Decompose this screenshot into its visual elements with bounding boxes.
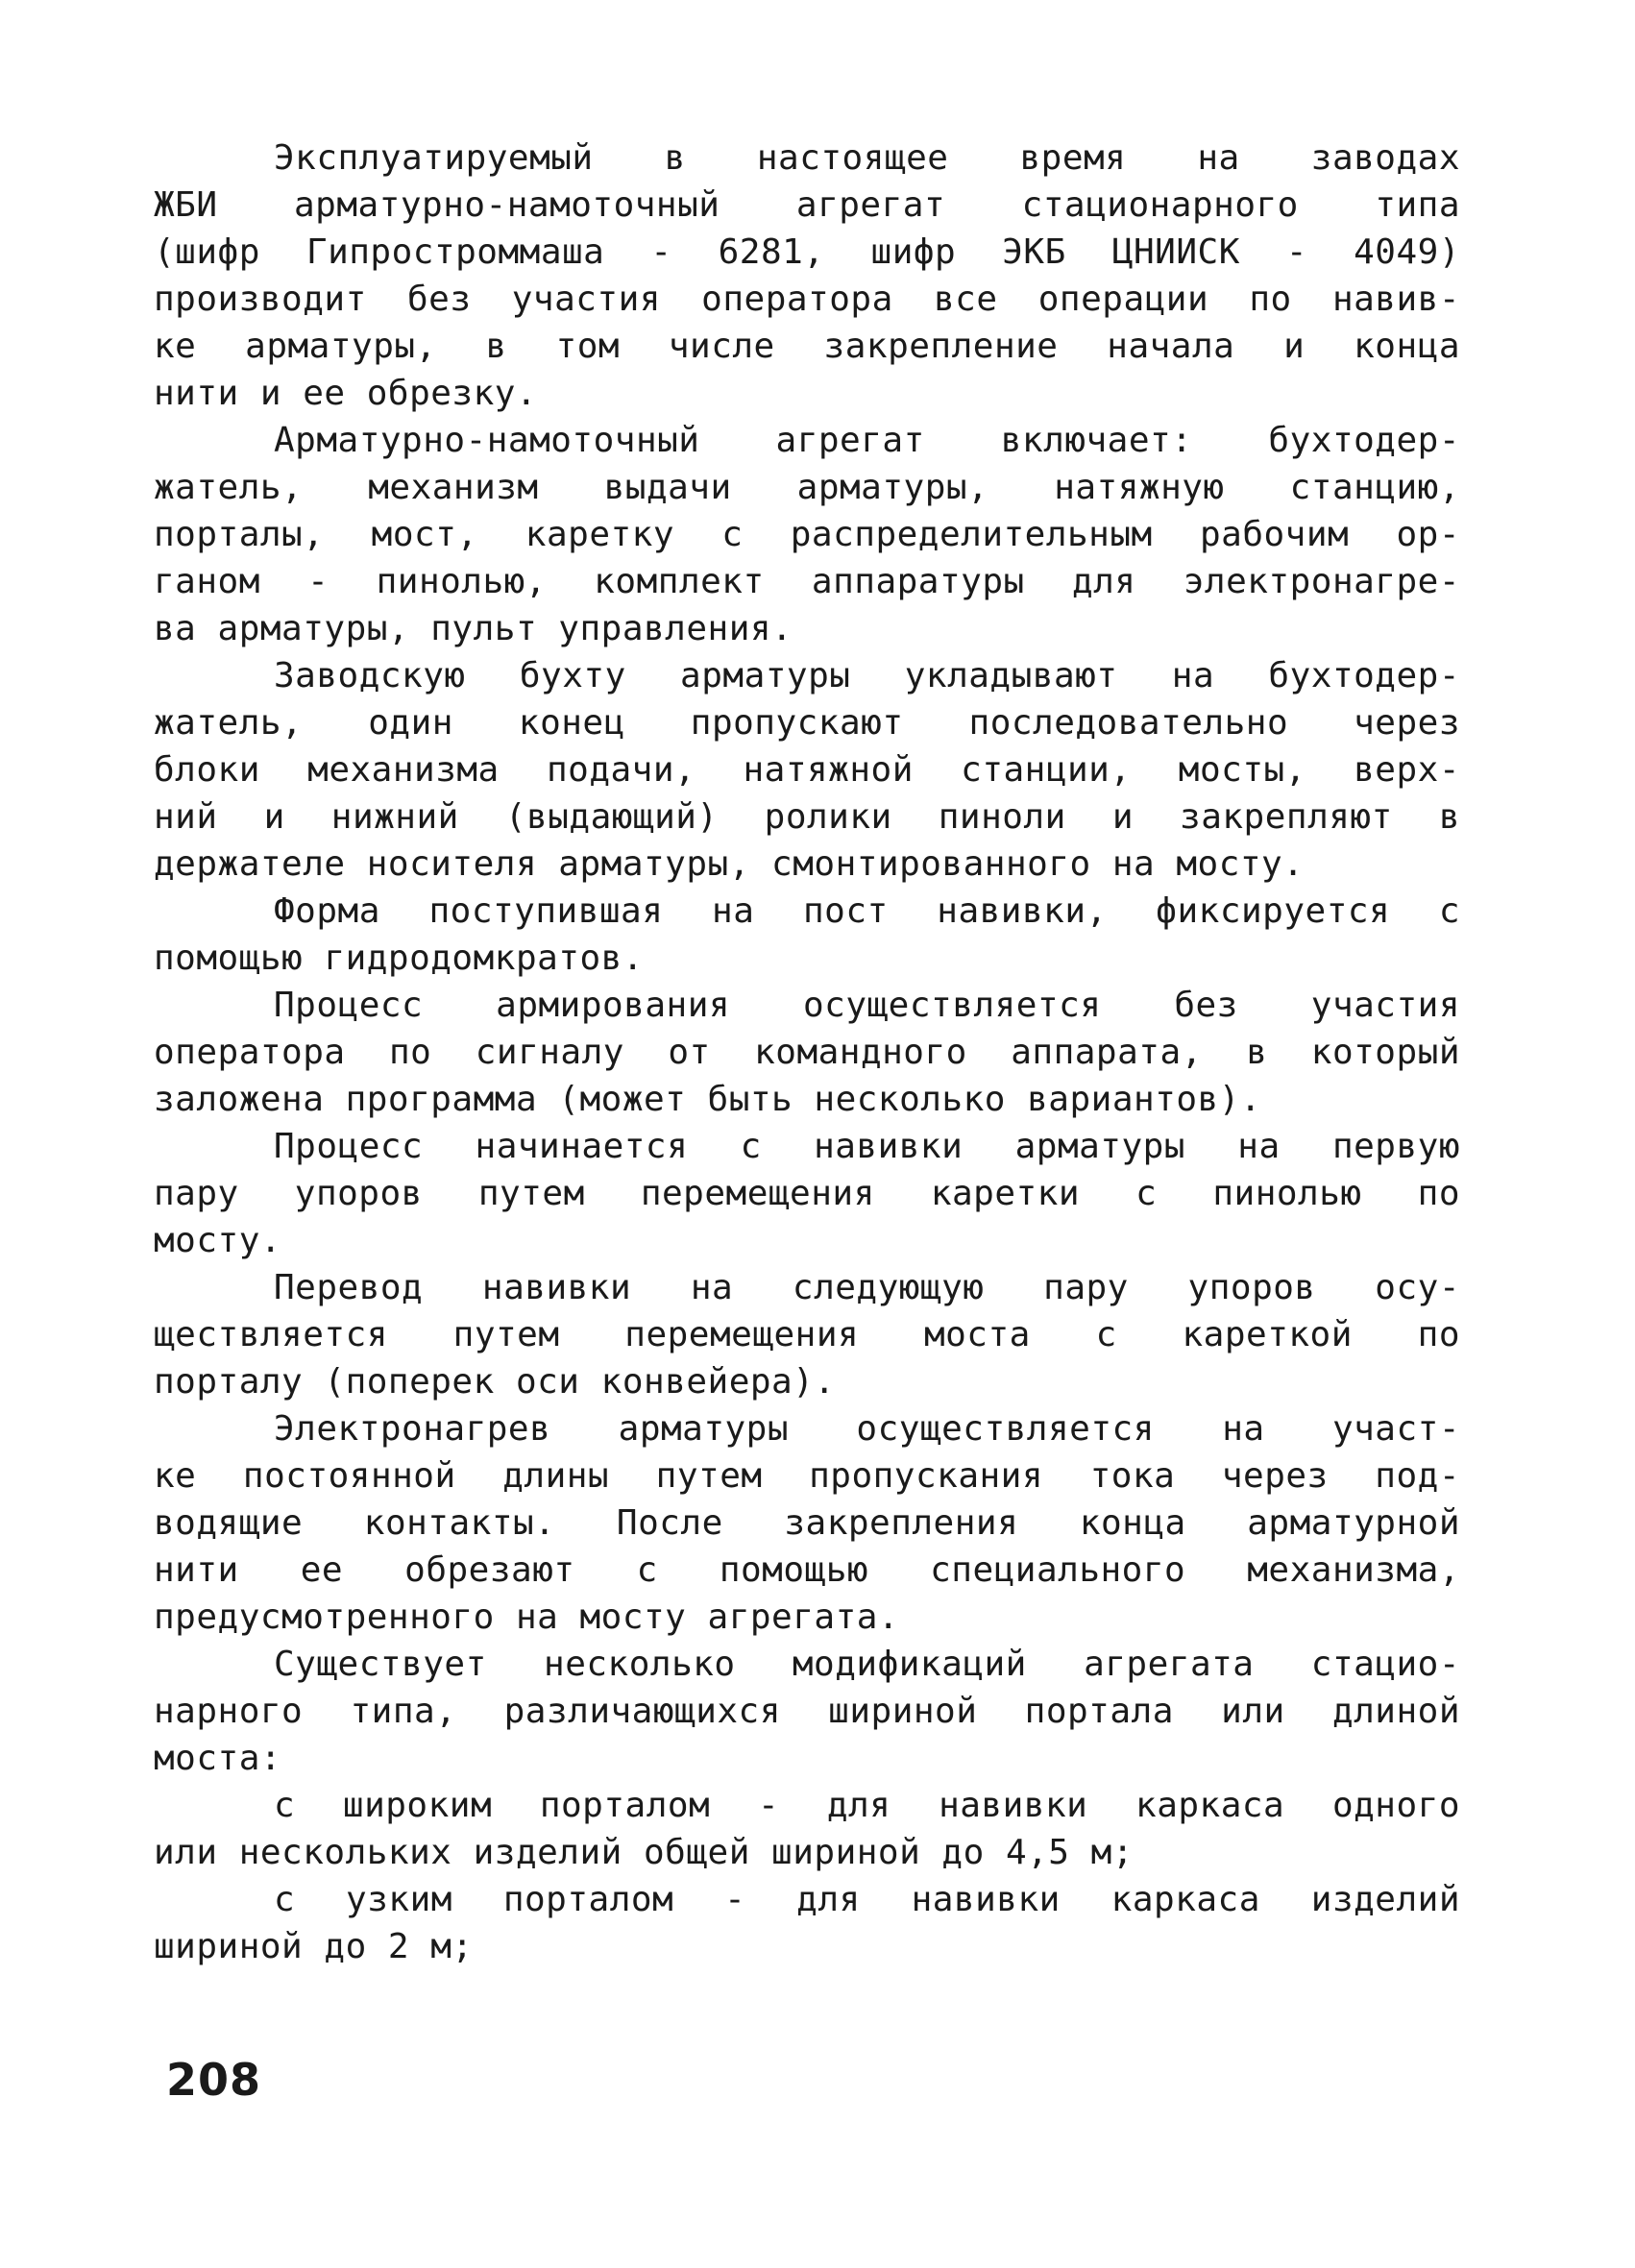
text-line: ганом - пинолью, комплект аппаратуры для электронагре- — [154, 562, 1460, 601]
text-line: Процесс начинается с навивки арматуры на первую — [274, 1127, 1460, 1166]
text-line: предусмотренного на мосту агрегата. — [154, 1597, 900, 1637]
text-line: нити ее обрезают с помощью специального механизма, — [154, 1550, 1460, 1590]
text-line: с широким порталом - для навивки каркаса одного — [274, 1786, 1460, 1825]
page-body — [154, 134, 1460, 1970]
text-line: ке арматуры, в том числе закрепление начала и конца — [154, 327, 1460, 366]
text-line: нарного типа, различающихся шириной портала или длиной — [154, 1692, 1460, 1731]
text-line: мосту. — [154, 1221, 282, 1260]
text-line: Существует несколько модификаций агрегата стацио- — [274, 1645, 1460, 1684]
text-line: Перевод навивки на следующую пару упоров осу- — [274, 1268, 1460, 1307]
text-line: шириной до 2 м; — [154, 1927, 474, 1966]
text-line: Процесс армирования осуществляется без участия — [274, 986, 1460, 1025]
text-line: Форма поступившая на пост навивки, фиксируется с — [274, 891, 1460, 931]
text-line: Электронагрев арматуры осуществляется на участ- — [274, 1409, 1460, 1449]
text-line: водящие контакты. После закрепления конца арматурной — [154, 1503, 1460, 1543]
text-line: моста: — [154, 1739, 282, 1778]
text-line: помощью гидродомкратов. — [154, 939, 644, 978]
text-line: нити и ее обрезку. — [154, 374, 538, 413]
text-line: производит без участия оператора все операции по навив- — [154, 280, 1460, 319]
text-line: Заводскую бухту арматуры укладывают на бухтодер- — [274, 656, 1460, 695]
text-line: заложена программа (может быть несколько вариантов). — [154, 1080, 1262, 1119]
text-line: пару упоров путем перемещения каретки с пинолью по — [154, 1174, 1460, 1213]
page-number: 208 — [166, 2054, 262, 2106]
text-line: с узким порталом - для навивки каркаса изделий — [274, 1880, 1460, 1919]
text-line: Арматурно-намоточный агрегат включает: бухтодер- — [274, 421, 1460, 460]
text-line: ний и нижний (выдающий) ролики пиноли и закрепляют в — [154, 797, 1460, 837]
text-line: ЖБИ арматурно-намоточный агрегат стационарного типа — [154, 185, 1460, 225]
text-line: Эксплуатируемый в настоящее время на заводах — [274, 138, 1460, 178]
text-line: держателе носителя арматуры, смонтированного на мосту. — [154, 844, 1305, 884]
text-line: или нескольких изделий общей шириной до 4,5 м; — [154, 1833, 1134, 1872]
text-line: ке постоянной длины путем пропускания тока через под- — [154, 1456, 1460, 1496]
text-line: (шифр Гипростроммаша - 6281, шифр ЭКБ ЦНИИСК - 4049) — [154, 232, 1460, 272]
text-line: блоки механизма подачи, натяжной станции, мосты, верх- — [154, 750, 1460, 790]
text-line: ществляется путем перемещения моста с кареткой по — [154, 1315, 1460, 1354]
text-line: ва арматуры, пульт управления. — [154, 609, 793, 648]
text-line: жатель, один конец пропускают последовательно через — [154, 703, 1460, 743]
text-line: порталу (поперек оси конвейера). — [154, 1362, 836, 1402]
text-line: жатель, механизм выдачи арматуры, натяжную станцию, — [154, 468, 1460, 507]
text-line: оператора по сигналу от командного аппарата, в который — [154, 1033, 1460, 1072]
text-line: порталы, мост, каретку с распределительным рабочим ор- — [154, 515, 1460, 554]
